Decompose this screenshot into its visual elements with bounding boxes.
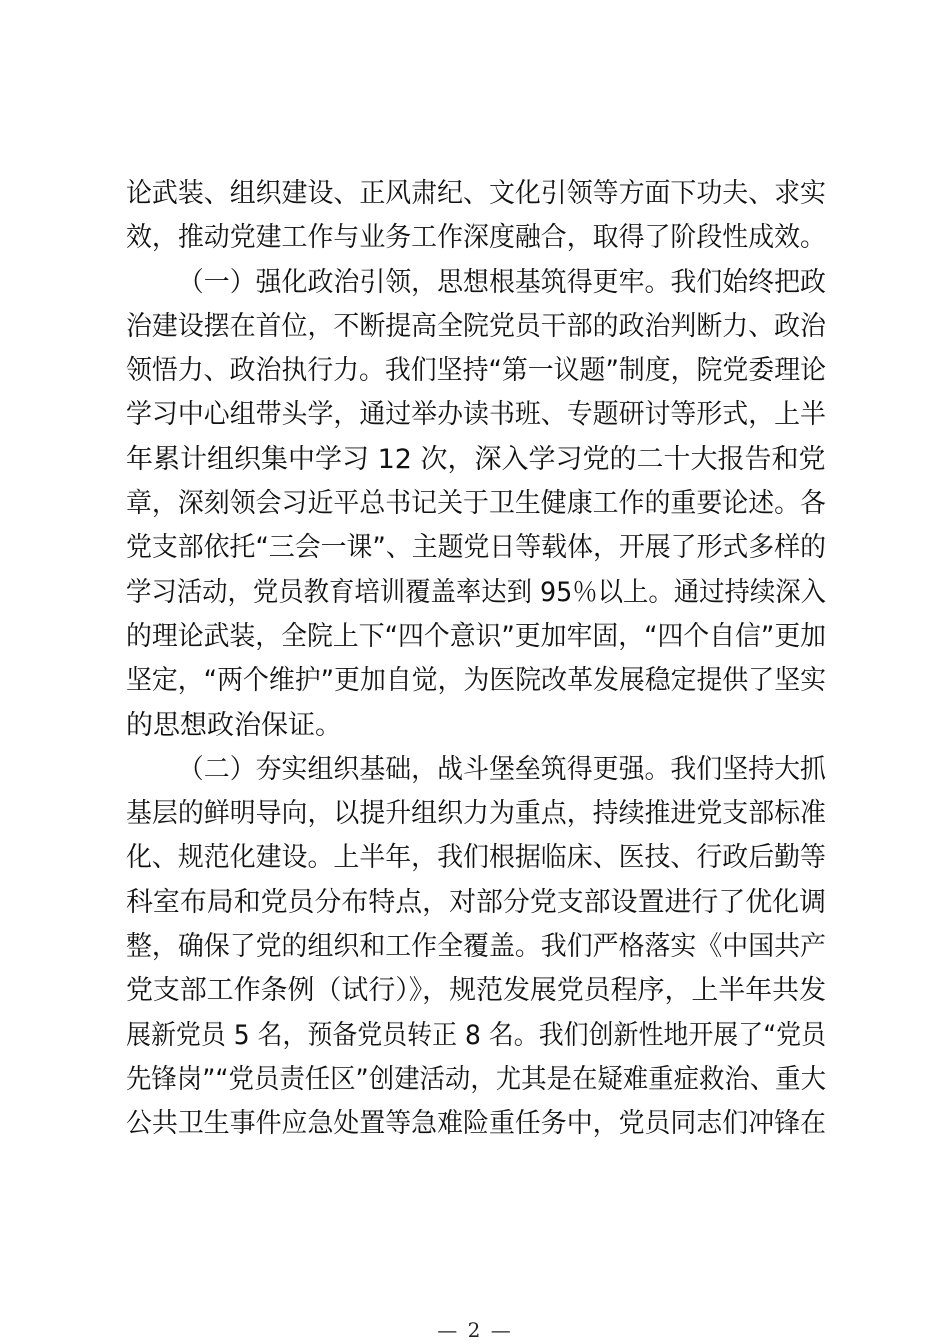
text-line: 年累计组织集中学习 12 次，深入学习党的二十大报告和党 (126, 443, 826, 475)
text-line: 化、规范化建设。上半年，我们根据临床、医技、行政后勤等 (126, 842, 826, 874)
text-line: （二）夯实组织基础，战斗堡垒筑得更强。我们坚持大抓 (177, 753, 826, 785)
text-line: 的理论武装，全院上下“四个意识”更加牢固，“四个自信”更加 (126, 620, 827, 652)
text-line: （一）强化政治引领，思想根基筑得更牢。我们始终把政 (177, 266, 826, 298)
text-line: 先锋岗”“党员责任区”创建活动，尤其是在疑难重症救治、重大 (126, 1063, 827, 1095)
text-line: 学习活动，党员教育培训覆盖率达到 95％以上。通过持续深入 (126, 576, 827, 608)
text-line: 领悟力、政治执行力。我们坚持“第一议题”制度，院党委理论 (126, 355, 826, 387)
text-line: 坚定，“两个维护”更加自觉，为医院改革发展稳定提供了坚实 (126, 665, 826, 697)
text-line: 的思想政治保证。 (126, 709, 342, 741)
text-line: 基层的鲜明导向，以提升组织力为重点，持续推进党支部标准 (126, 798, 826, 830)
text-line: 章，深刻领会习近平总书记关于卫生健康工作的重要论述。各 (126, 488, 826, 520)
text-line: 展新党员 5 名，预备党员转正 8 名。我们创新性地开展了“党员 (126, 1019, 827, 1051)
text-line: 整，确保了党的组织和工作全覆盖。我们严格落实《中国共产 (126, 931, 826, 963)
text-line: 科室布局和党员分布特点，对部分党支部设置进行了优化调 (126, 886, 827, 918)
text-line: 党支部依托“三会一课”、主题党日等载体，开展了形式多样的 (126, 532, 826, 564)
text-line: 公共卫生事件应急处置等急难险重任务中，党员同志们冲锋在 (126, 1108, 826, 1140)
page-number: — 2 — (437, 1318, 513, 1342)
text-line: 论武装、组织建设、正风肃纪、文化引领等方面下功夫、求实 (126, 178, 826, 209)
text-line: 效，推动党建工作与业务工作深度融合，取得了阶段性成效。 (126, 222, 826, 254)
text-line: 党支部工作条例（试行）》，规范发展党员程序，上半年共发 (126, 975, 827, 1007)
body-text (126, 172, 826, 1147)
text-line: 学习中心组带头学，通过举办读书班、专题研讨等形式，上半 (126, 399, 826, 431)
text-line: 治建设摆在首位，不断提高全院党员干部的政治判断力、政治 (126, 310, 826, 342)
